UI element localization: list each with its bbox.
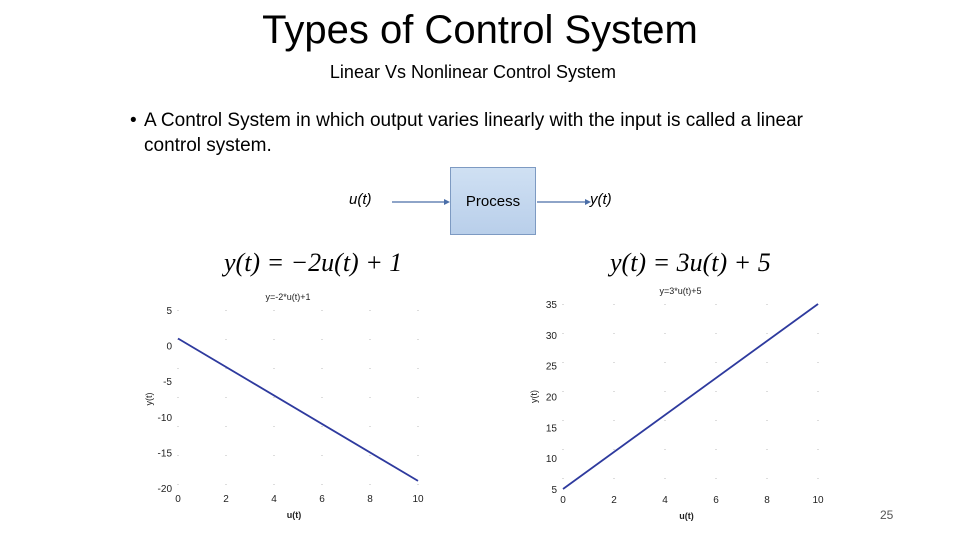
process-label: Process [465, 192, 521, 210]
chart-title: y=3*u(t)+5 [659, 286, 702, 296]
slide-title: Types of Control System [262, 8, 698, 52]
x-axis-label: u(t) [286, 510, 302, 520]
y-tick-label: -20 [157, 484, 172, 495]
x-tick-label: 10 [812, 495, 824, 506]
x-tick-label: 2 [611, 495, 617, 506]
x-tick-label: 8 [367, 494, 373, 505]
output-signal-label: y(t) [590, 191, 612, 208]
x-tick-label: 10 [412, 494, 424, 505]
chart-right [520, 285, 840, 525]
y-tick-label: 5 [166, 306, 172, 317]
equation-right: y(t) = 3u(t) + 5 [610, 248, 771, 277]
series-line [563, 304, 818, 489]
x-tick-label: 6 [319, 494, 325, 505]
y-tick-label: 15 [545, 423, 557, 435]
chart-left [130, 285, 430, 525]
y-tick-label: -10 [157, 412, 172, 424]
x-tick-label: 4 [662, 495, 668, 506]
process-block [450, 167, 536, 235]
y-tick-label: 20 [545, 392, 557, 404]
y-tick-label: 10 [545, 454, 557, 466]
x-tick-label: 4 [271, 494, 277, 505]
y-tick-label: 0 [166, 341, 172, 353]
input-signal-label: u(t) [349, 191, 372, 208]
x-tick-label: 0 [560, 495, 566, 506]
x-tick-label: 6 [713, 495, 719, 506]
x-tick-label: 2 [223, 494, 229, 505]
x-axis-label: u(t) [679, 511, 694, 521]
y-tick-label: 35 [545, 300, 557, 311]
y-axis-label: y(t) [529, 390, 539, 403]
y-tick-label: 25 [545, 361, 557, 373]
slide-subtitle: Linear Vs Nonlinear Control System [329, 62, 617, 82]
bullet-text: A Control System in which output varies linearly with the input is called a linear control system. [144, 110, 803, 156]
chart-title: y=-2*u(t)+1 [265, 292, 311, 302]
x-tick-label: 0 [175, 494, 181, 505]
y-tick-label: 5 [551, 485, 557, 496]
equation-left: y(t) = −2u(t) + 1 [224, 248, 403, 277]
series-line [178, 338, 418, 480]
bullet-dot: • [130, 110, 137, 131]
y-axis-label: y(t) [144, 392, 154, 406]
y-tick-label: 30 [545, 330, 557, 342]
y-tick-label: -5 [163, 377, 172, 389]
x-tick-label: 8 [764, 495, 770, 506]
page-number: 25 [880, 508, 894, 522]
y-tick-label: -15 [157, 448, 172, 460]
